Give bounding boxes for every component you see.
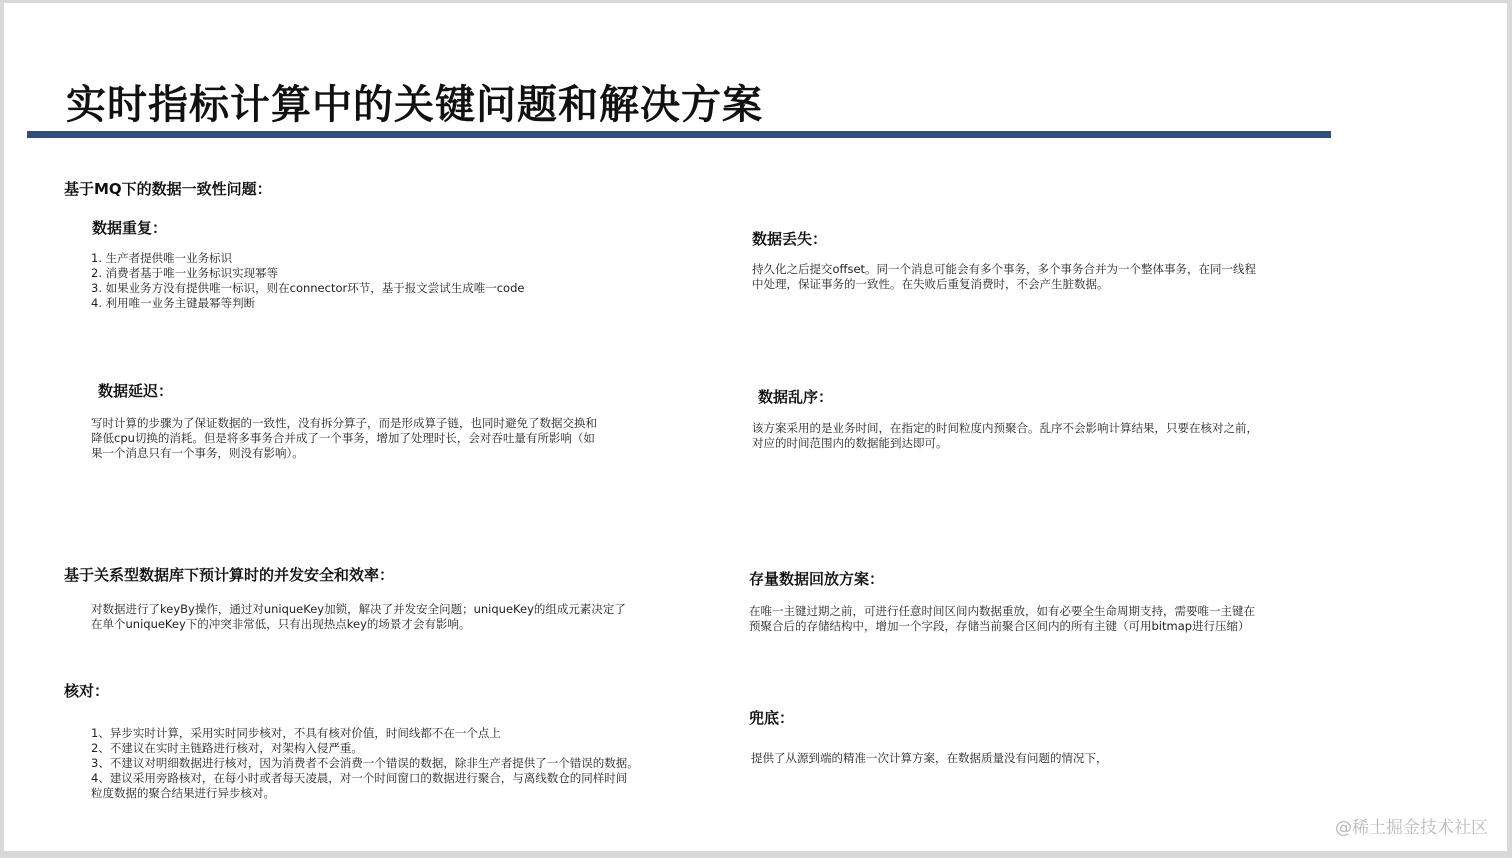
page-title: 实时指标计算中的关键问题和解决方案 [66, 82, 763, 128]
section-mq-consistency-heading: 基于MQ下的数据一致性问题： [64, 180, 272, 198]
data-loss-heading: 数据丢失： [752, 230, 828, 248]
watermark: @稀土掘金技术社区 [1335, 818, 1488, 838]
paragraph-line: 该方案采用的是业务时间，在指定的时间粒度内预聚合。乱序不会影响计算结果，只要在核对之前， [752, 421, 1258, 435]
list-item: 1. 生产者提供唯一业务标识 [91, 251, 233, 265]
list-item: 3. 如果业务方没有提供唯一标识，则在connector环节，基于报文尝试生成唯一code [91, 281, 525, 295]
data-duplicate-list [91, 251, 524, 311]
data-loss-paragraph [752, 262, 1256, 292]
list-item: 1、异步实时计算，采用实时同步核对，不具有核对价值，时间线都不在一个点上 [91, 726, 501, 740]
paragraph-line: 提供了从源到端的精准一次计算方案，在数据质量没有问题的情况下， [751, 751, 1108, 765]
data-duplicate-heading: 数据重复： [92, 219, 168, 237]
section-rdb-concurrency-heading: 基于关系型数据库下预计算时的并发安全和效率： [64, 566, 395, 584]
rdb-concurrency-paragraph [91, 602, 626, 632]
list-item: 4、建议采用旁路核对，在每小时或者每天凌晨，对一个时间窗口的数据进行聚合，与离线数仓的同样时间 [91, 771, 628, 785]
paragraph-line: 持久化之后提交offset。同一个消息可能会有多个事务，多个事务合并为一个整体事务，在同一线程 [752, 262, 1257, 276]
paragraph-line: 预聚合后的存储结构中，增加一个字段，存储当前聚合区间内的所有主键（可用bitmap进行压缩） [749, 619, 1250, 633]
replay-heading: 存量数据回放方案： [749, 570, 885, 588]
list-item: 3、不建议对明细数据进行核对，因为消费者不会消费一个错误的数据，除非生产者提供了一个错误的数据。 [91, 756, 639, 770]
paragraph-line: 对应的时间范围内的数据能到达即可。 [752, 436, 948, 450]
paragraph-line: 写时计算的步骤为了保证数据的一致性，没有拆分算子，而是形成算子链，也同时避免了数据交换和 [91, 416, 597, 430]
data-disorder-paragraph [752, 421, 1258, 451]
check-list [91, 726, 639, 801]
check-heading: 核对： [64, 682, 110, 700]
data-disorder-heading: 数据乱序： [758, 388, 834, 406]
paragraph-line: 中处理，保证事务的一致性。在失败后重复消费时，不会产生脏数据。 [752, 277, 1109, 291]
list-item: 2、不建议在实时主链路进行核对，对架构入侵严重。 [91, 741, 363, 755]
replay-paragraph [749, 604, 1255, 634]
paragraph-line: 在单个uniqueKey下的冲突非常低，只有出现热点key的场景才会有影响。 [91, 617, 471, 631]
data-delay-paragraph [91, 416, 597, 461]
fallback-paragraph [751, 751, 1108, 766]
paragraph-line: 降低cpu切换的消耗。但是将多事务合并成了一个事务，增加了处理时长，会对吞吐量有所影响（如 [91, 431, 595, 445]
paragraph-line: 果一个消息只有一个事务，则没有影响）。 [91, 446, 304, 460]
paragraph-line: 对数据进行了keyBy操作，通过对uniqueKey加锁，解决了并发安全问题；uniqueKey的组成元素决定了 [91, 602, 626, 616]
slide [4, 3, 1507, 851]
data-delay-heading: 数据延迟： [98, 382, 174, 400]
paragraph-line: 在唯一主键过期之前，可进行任意时间区间内数据重放，如有必要全生命周期支持，需要唯一主键在 [749, 604, 1255, 618]
list-item: 4. 利用唯一业务主键最幂等判断 [91, 296, 256, 310]
list-item: 2. 消费者基于唯一业务标识实现幂等 [91, 266, 279, 280]
title-underline [27, 131, 1331, 138]
list-item: 粒度数据的聚合结果进行异步核对。 [91, 786, 275, 800]
fallback-heading: 兜底： [749, 709, 795, 727]
